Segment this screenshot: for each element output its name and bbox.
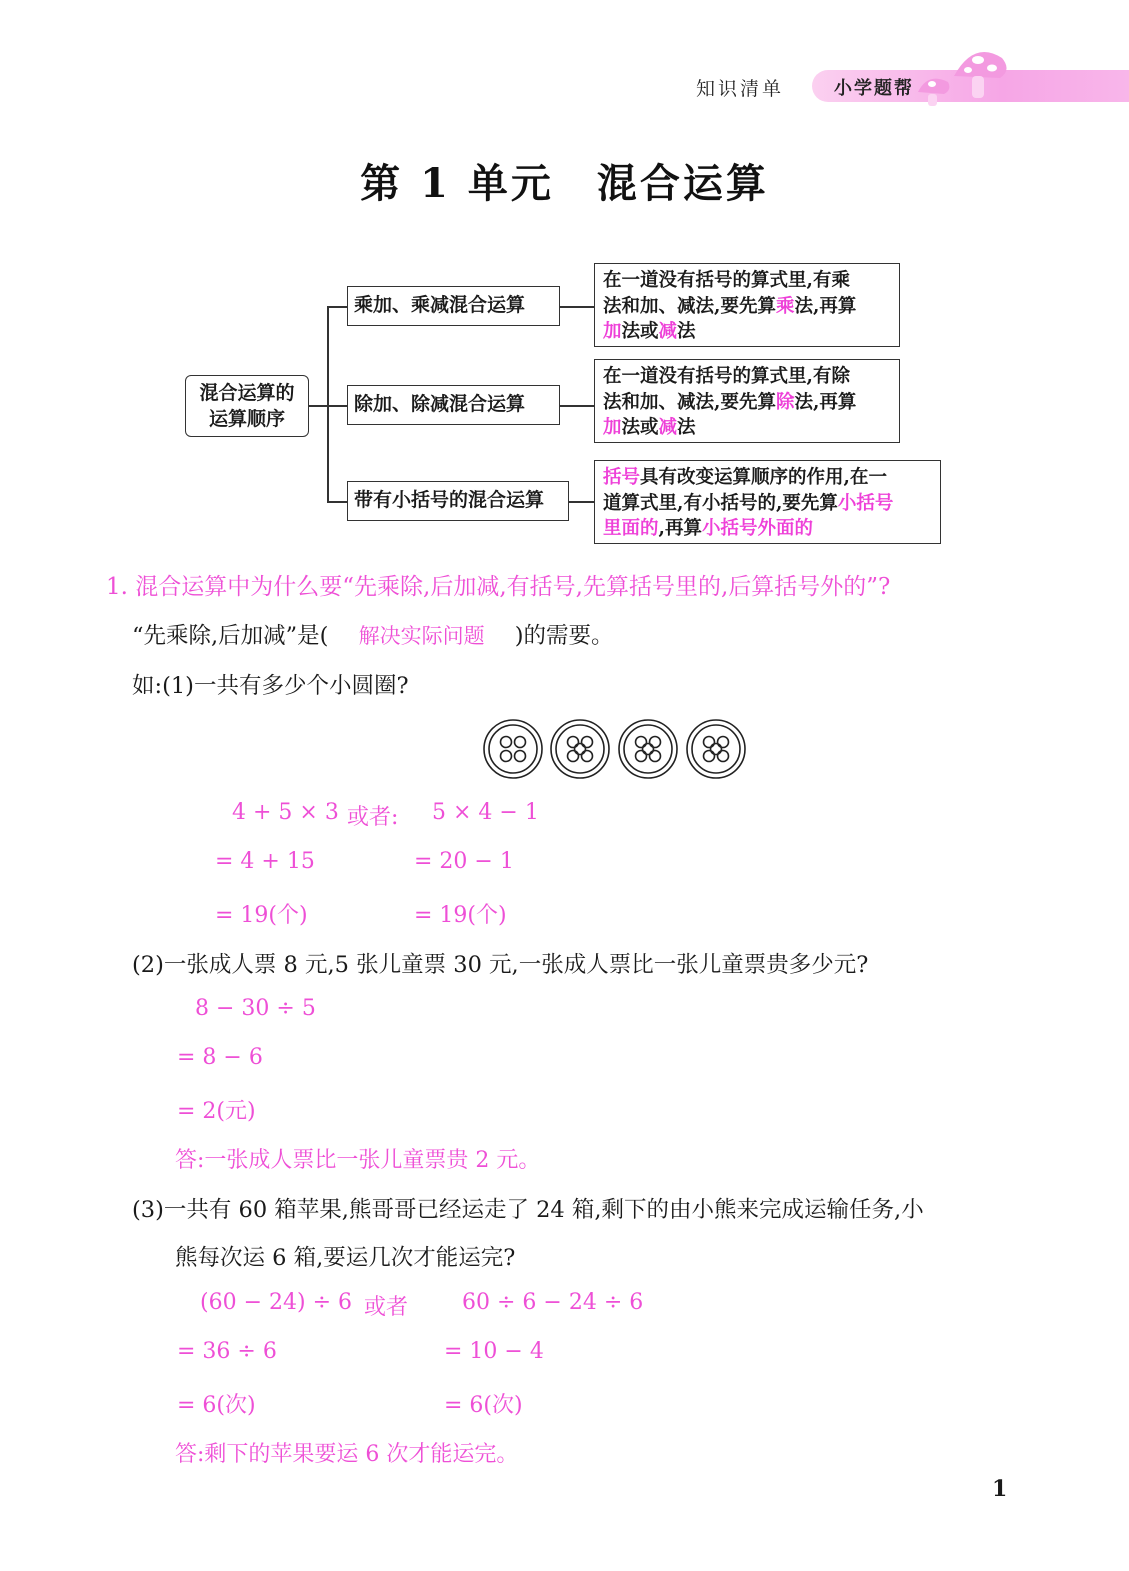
ex1-right-line1: 5 × 4 − 1 [432,800,539,825]
rule-text: 道算式里,有小括号的,要先算 [603,492,838,514]
rule-text: 法和加、减法,要先算 [603,295,776,317]
rule-highlight: 小括号 [837,492,894,514]
branch-divide-label: 除加、除减混合运算 [347,385,560,425]
ex2-answer: 答:一张成人票比一张儿童票贵 2 元。 [175,1148,541,1173]
branch-multiply-label: 乘加、乘减混合运算 [347,286,560,326]
example-2-prompt: (2)一张成人票 8 元,5 张儿童票 30 元,一张成人票比一张儿童票贵多少元? [132,952,869,978]
connector-line [327,306,329,502]
rule-text: 法 [677,321,696,342]
rule-line [603,268,891,294]
ex3-right-line1: 60 ÷ 6 − 24 ÷ 6 [462,1290,644,1315]
example-1-prompt: 如:(1)一共有多少个小圆圈? [132,673,409,699]
rule-highlight: 减 [658,417,678,438]
connector-line [309,405,328,407]
rule-highlight: 小括号外面的 [701,518,813,539]
ex3-right-line2: = 10 − 4 [444,1339,544,1364]
mindmap-root-line2: 运算顺序 [208,408,285,430]
ex3-answer: 答:剩下的苹果要运 6 次才能运完。 [175,1442,519,1467]
ex1-or: 或者: [347,805,399,830]
rule-divide-box [594,359,900,443]
mindmap-root [185,375,309,437]
ex1-right-line3: = 19(个) [414,903,507,928]
question-text: 混合运算中为什么要“先乘除,后加减,有括号,先算括号里的,后算括号外的”? [135,574,891,600]
rule-text: 法或 [621,321,659,342]
branch-parentheses-label: 带有小括号的混合运算 [347,481,569,521]
ex2-line1: 8 − 30 ÷ 5 [195,996,316,1021]
ex3-left-line3: = 6(次) [177,1393,256,1418]
rule-parentheses-box [594,460,941,544]
circle-group [551,720,609,778]
rule-line [603,390,891,416]
rule-highlight: 减 [658,321,678,342]
ex3-left-line1: (60 − 24) ÷ 6 [200,1290,352,1315]
ex3-left-line2: = 36 ÷ 6 [177,1339,277,1364]
fill-in-line [132,618,614,650]
connector-line [327,306,347,308]
page-number: 1 [992,1476,1008,1502]
page-title: 第 1 单元 混合运算 [360,160,769,207]
connector-line [560,405,594,407]
fill-answer: 解决实际问题 [358,624,485,648]
fill-suffix: )的需要。 [514,623,614,649]
rule-text: 法和加、减法,要先算 [603,391,776,413]
ex3-right-line3: = 6(次) [444,1393,523,1418]
rule-line [603,364,891,390]
rule-highlight: 除 [775,391,795,413]
ex1-left-line3: = 19(个) [215,903,308,928]
connector-line [327,501,347,503]
rule-text: 法,再算 [794,391,857,413]
rule-multiply-box [594,263,900,347]
rule-line [603,294,891,320]
rule-highlight: 括号 [603,467,641,488]
connector-line [560,306,594,308]
header-section-label: 知识清单 [696,78,785,100]
rule-line [603,491,932,517]
circle-group [619,720,677,778]
rule-highlight: 加 [603,417,622,438]
header-book-label: 小学题帮 [834,78,914,99]
rule-highlight: 加 [603,321,622,342]
question-number: 1. [106,574,128,600]
connector-line [327,405,347,407]
circles-figure [482,718,748,780]
mindmap-root-line1: 混合运算的 [199,382,295,404]
rule-text: 在一道没有括号的算式里,有除 [603,366,850,387]
rule-text: 具有改变运算顺序的作用,在一 [640,467,887,488]
rule-line [603,319,891,345]
rule-text: 法 [677,417,696,438]
ex1-left-line2: = 4 + 15 [215,849,315,874]
rule-text: 在一道没有括号的算式里,有乘 [603,270,850,291]
ex1-right-line2: = 20 − 1 [414,849,514,874]
question-1 [106,568,890,601]
rule-text: 法,再算 [794,295,857,317]
fill-prefix: “先乘除,后加减”是( [132,623,329,649]
rule-highlight: 里面的 [603,518,659,539]
rule-line [603,516,932,542]
ex2-line3: = 2(元) [177,1099,256,1124]
example-3-prompt-line2: 熊每次运 6 箱,要运几次才能运完? [175,1245,516,1271]
example-3-prompt-line1: (3)一共有 60 箱苹果,熊哥哥已经运走了 24 箱,剩下的由小熊来完成运输任务,小 [132,1197,924,1223]
ex2-line2: = 8 − 6 [177,1045,263,1070]
ex1-left-line1: 4 + 5 × 3 [232,800,339,825]
rule-text: ,再算 [658,518,702,539]
rule-line [603,415,891,441]
connector-line [569,501,594,503]
mushroom-icon [914,38,1010,108]
ex3-or: 或者 [364,1295,409,1320]
rule-text: 法或 [621,417,659,438]
circle-group [484,720,542,778]
rule-highlight: 乘 [775,295,795,317]
circle-group [687,720,745,778]
rule-line [603,465,932,491]
